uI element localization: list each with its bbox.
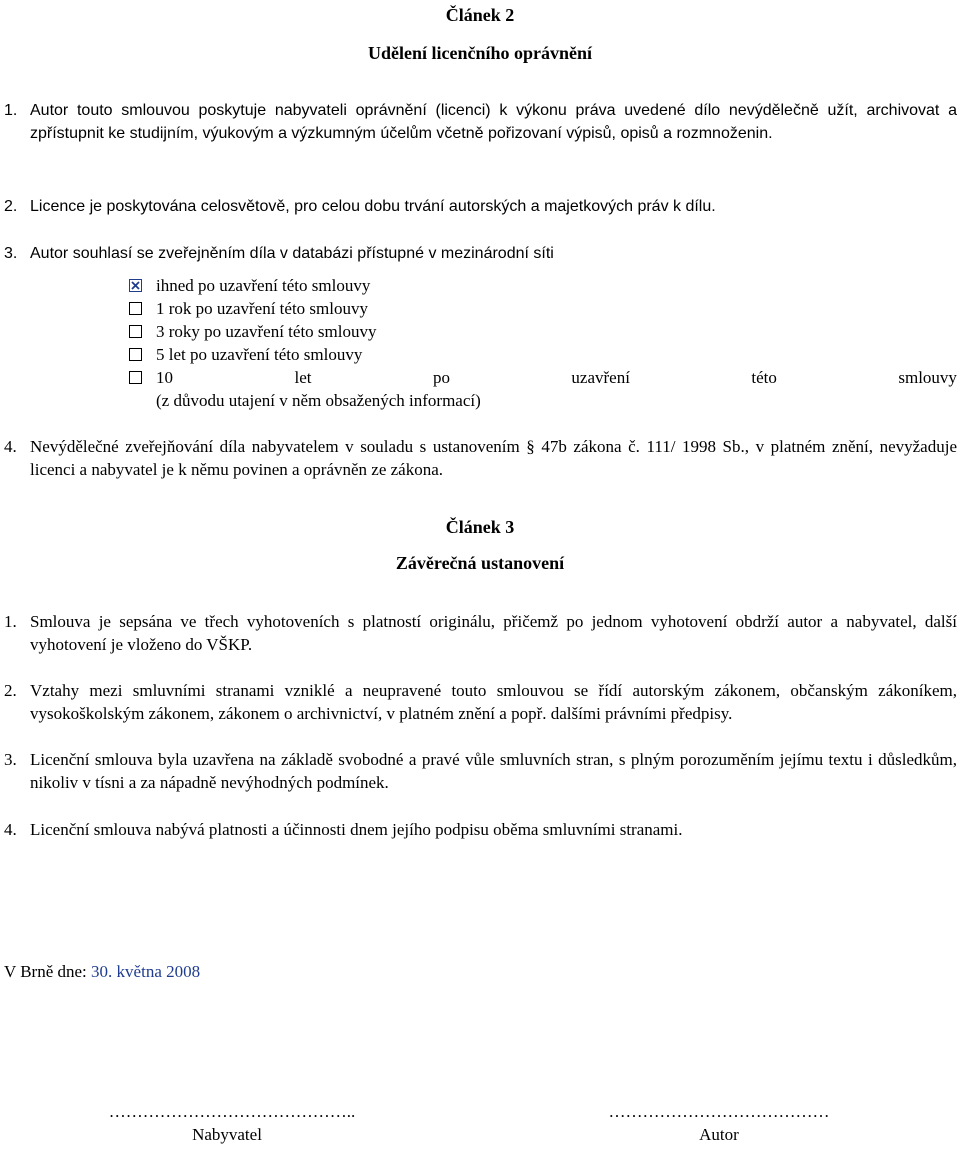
paragraph-text: Autor souhlasí se zveřejněním díla v databázi přístupné v mezinárodní síti	[30, 245, 554, 262]
paragraph-number: 3.	[4, 245, 18, 262]
article-2-paragraph-1	[4, 99, 957, 145]
signature-label-autor: Autor	[699, 1125, 739, 1144]
option-word: smlouvy	[898, 368, 957, 387]
signature-line-nabyvatel: ……………………………………..	[108, 1102, 356, 1121]
option-note: (z důvodu utajení v něm obsažených informací)	[156, 391, 481, 410]
paragraph-text: Smlouva je sepsána ve třech vyhotoveních s platností originálu, přičemž po jednom vyhotovení obdrží autor a nabyvatel, další vyhotovení je vloženo do VŠKP.	[30, 612, 957, 654]
unchecked-checkbox-icon[interactable]	[129, 302, 142, 315]
paragraph-number: 1.	[4, 102, 18, 119]
unchecked-checkbox-icon[interactable]	[129, 348, 142, 361]
option-label	[156, 366, 957, 389]
publication-option-5-years[interactable]	[129, 343, 362, 366]
option-label: 3 roky po uzavření této smlouvy	[156, 322, 377, 341]
article-2-paragraph-4	[4, 435, 957, 481]
option-word: let	[294, 368, 312, 387]
paragraph-text: Licenční smlouva byla uzavřena na základě svobodné a pravé vůle smluvních stran, s plným porozuměním jejímu textu i důsledkům, nikoliv v tísni a za nápadně nevýhodných podmínek.	[30, 750, 957, 792]
article-3-paragraph-4	[4, 818, 957, 841]
article-3-paragraph-1	[4, 610, 957, 656]
option-word: po	[432, 368, 450, 387]
date-field[interactable]: 30. května 2008	[91, 962, 201, 981]
paragraph-number: 2.	[4, 198, 18, 215]
article-3-paragraph-2	[4, 679, 957, 725]
option-word: 10	[156, 368, 173, 387]
paragraph-text: Licence je poskytována celosvětově, pro celou dobu trvání autorských a majetkových práv k dílu.	[30, 198, 716, 215]
paragraph-text: Vztahy mezi smluvními stranami vzniklé a neupravené touto smlouvou se řídí autorským zákonem, občanským zákoníkem, vysokoškolským zákonem, zákonem o archivnictví, v platném znění a popř. dalšími právními předpisy.	[30, 681, 957, 723]
article-3-paragraph-3	[4, 748, 957, 794]
paragraph-text: Nevýdělečné zveřejňování díla nabyvatelem v souladu s ustanovením § 47b zákona č. 111/ 1998 Sb., v platném znění, nevyžaduje licenci a nabyvatel je k němu povinen a oprávněn ze zákona.	[30, 437, 957, 479]
article-3-title: Článek 3	[445, 517, 515, 537]
article-2-title: Článek 2	[445, 5, 515, 25]
paragraph-number: 4.	[4, 820, 17, 839]
signature-line-autor: …………………………………	[608, 1102, 830, 1121]
article-3-subtitle: Závěrečná ustanovení	[395, 553, 565, 573]
paragraph-text: Licenční smlouva nabývá platnosti a účinnosti dnem jejího podpisu oběma smluvními stranami.	[30, 820, 683, 839]
unchecked-checkbox-icon[interactable]	[129, 325, 142, 338]
article-2-subtitle: Udělení licenčního oprávnění	[367, 43, 592, 63]
place-date-line	[4, 960, 200, 983]
option-label: 1 rok po uzavření této smlouvy	[156, 299, 368, 318]
checked-checkbox-icon[interactable]	[129, 279, 142, 292]
publication-option-1-year[interactable]	[129, 297, 368, 320]
paragraph-number: 1.	[4, 612, 17, 631]
publication-option-3-years[interactable]	[129, 320, 377, 343]
option-label: ihned po uzavření této smlouvy	[156, 276, 371, 295]
option-label: 5 let po uzavření této smlouvy	[156, 345, 363, 364]
option-word: této	[751, 368, 777, 387]
article-2-paragraph-2	[4, 195, 957, 218]
unchecked-checkbox-icon[interactable]	[129, 371, 142, 384]
place-label: V Brně dne:	[4, 962, 87, 981]
option-word: uzavření	[571, 368, 630, 387]
paragraph-number: 3.	[4, 750, 17, 769]
signature-label-nabyvatel: Nabyvatel	[192, 1125, 262, 1144]
article-2-paragraph-3	[4, 242, 957, 265]
paragraph-number: 4.	[4, 437, 17, 456]
paragraph-text: Autor touto smlouvou poskytuje nabyvateli oprávnění (licenci) k výkonu práva uvedené dílo nevýdělečně užít, archivovat a zpřístupnit ke studijním, výukovým a výzkumným účelům včetně pořizovaní výpisů, opisů a rozmnoženin.	[30, 102, 957, 142]
publication-option-immediately[interactable]	[129, 274, 370, 297]
paragraph-number: 2.	[4, 681, 17, 700]
publication-option-10-years[interactable]	[129, 366, 957, 389]
